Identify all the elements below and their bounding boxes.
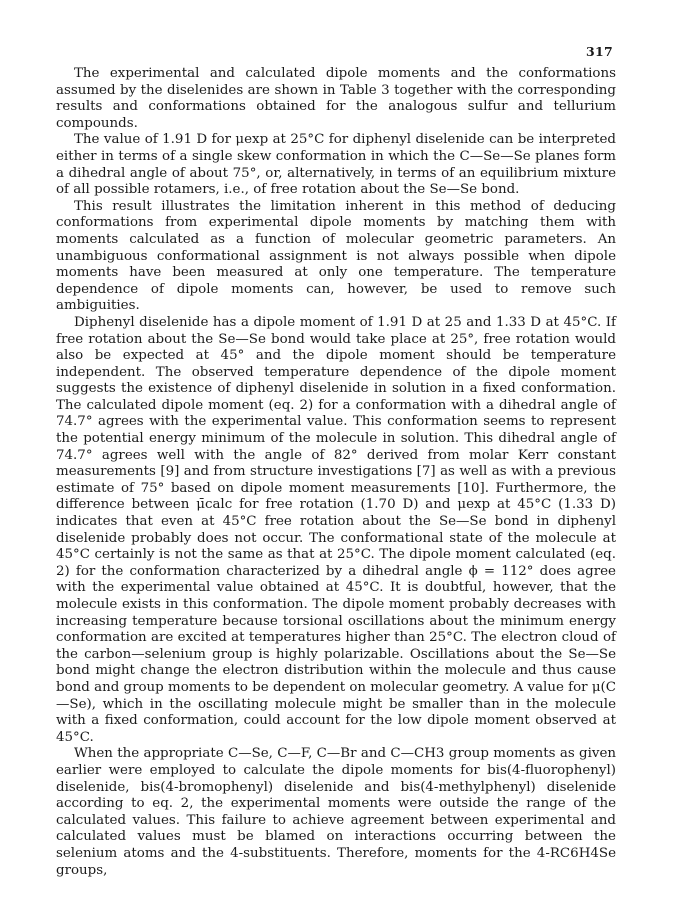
paragraph: This result illustrates the limitation inherent in this method of deducing conformations from experimental dipole moments by matching them with moments calculated as a function of molecular geometric parameters. An unambiguous conformational assignment is not always possible when dipole moments have been measured at only one temperature. The temperature dependence of dipole moments can, however, be used to remove such ambiguities. <box>56 198 616 314</box>
paragraph: The experimental and calculated dipole moments and the conformations assumed by the diselenides are shown in Table 3 together with the corresponding results and conformations obtained for the analogous sulfur and tellurium compounds. <box>56 66 616 131</box>
paragraph: When the appropriate C—Se, C—F, C—Br and C—CH3 group moments as given earlier were employed to calculate the dipole moments for bis(4-fluorophenyl) diselenide, bis(4-bromophenyl) diselenide and bis(4-methylphenyl) diselenide according to eq. 2, the experimental moments were outside the range of the calculated values. This failure to achieve agreement between experimental and calculated values must be blamed on interactions occurring between the selenium atoms and the 4-substituents. Therefore, moments for the 4-RC6H4Se groups, <box>56 746 616 878</box>
paragraph: The value of 1.91 D for μexp at 25°C for diphenyl diselenide can be interpreted either in terms of a single skew conformation in which the C—Se—Se planes form a dihedral angle of about 75°, or, alternatively, in terms of an equilibrium mixture of all possible rotamers, i.e., of free rotation about the Se—Se bond. <box>56 132 616 198</box>
paragraph: Diphenyl diselenide has a dipole moment of 1.91 D at 25 and 1.33 D at 45°C. If free rotation about the Se—Se bond would take place at 25°, free rotation would also be expected at 45° and the dipole moment should be temperature independent. The observed temperature dependence of the dipole moment suggests the existence of diphenyl diselenide in solution in a fixed conformation. The calculated dipole moment (eq. 2) for a conformation with a dihedral angle of 74.7° agrees with the experimental value. This conformation seems to represent the potential energy minimum of the molecule in solution. This dihedral angle of 74.7° agrees well with the angle of 82° derived from molar Kerr constant measurements [9] and from structure investigations [7] as well as with a previous estimate of 75° based on dipole moment measurements [10]. Furthermore, the difference between μ̄calc for free rotation (1.70 D) and μexp at 45°C (1.33 D) indicates that even at 45°C free rotation about the Se—Se bond in diphenyl diselenide probably does not occur. The conformational state of the molecule at 45°C certainly is not the same as that at 25°C. The dipole moment calculated (eq. 2) for the conformation characterized by a dihedral angle ϕ = 112° does agree with the experimental value obtained at 45°C. It is doubtful, however, that the molecule exists in this conformation. The dipole moment probably decreases with increasing temperature because torsional oscillations about the minimum energy conformation are excited at temperatures higher than 25°C. The electron cloud of the carbon—selenium group is highly polarizable. Oscillations about the Se—Se bond might change the electron distribution within the molecule and thus cause bond and group moments to be dependent on molecular geometry. A value for μ(C—Se), which in the oscillating molecule might be smaller than in the molecule with a fixed conformation, could account for the low dipole moment observed at 45°C. <box>56 314 616 745</box>
body-text <box>56 66 616 879</box>
page-number: 317 <box>586 44 613 59</box>
